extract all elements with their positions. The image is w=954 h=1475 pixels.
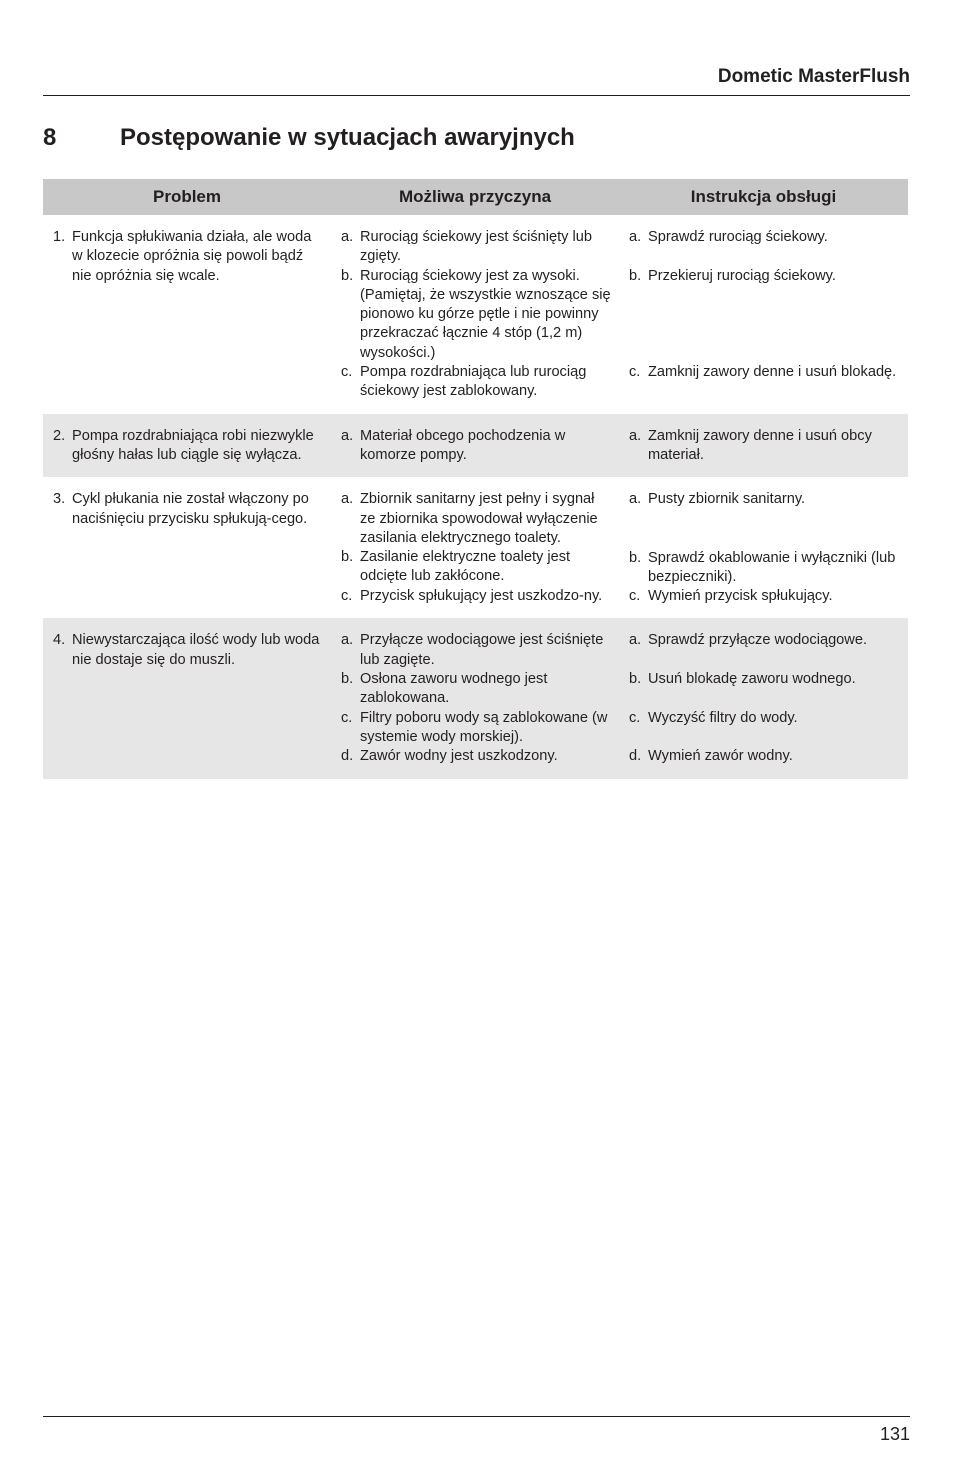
item-marker: 3. — [53, 491, 66, 508]
item-marker: a. — [629, 229, 642, 245]
table-header-row — [43, 179, 908, 215]
table-row — [43, 477, 908, 618]
instruction-item — [629, 670, 900, 689]
cause-item — [341, 747, 611, 766]
troubleshooting-table — [43, 179, 908, 779]
instruction-item — [629, 427, 900, 466]
table-row — [43, 215, 908, 414]
cause-item — [341, 631, 611, 670]
item-marker: c. — [341, 709, 353, 726]
item-marker: a. — [341, 491, 354, 508]
instruction-item — [629, 267, 900, 286]
instruction-item — [629, 228, 900, 247]
item-marker: c. — [629, 709, 641, 726]
item-text: Pompa rozdrabniająca lub rurociąg ściekowy jest zablokowany. — [360, 364, 587, 400]
problem-cell — [43, 477, 331, 618]
column-header-cause: Możliwa przyczyna — [331, 179, 619, 215]
cause-cell — [331, 477, 619, 618]
item-marker: d. — [341, 748, 354, 765]
section-number: 8 — [43, 124, 57, 151]
item-marker: a. — [629, 427, 642, 444]
problem-cell — [43, 215, 331, 414]
item-text: Osłona zaworu wodnego jest zablokowana. — [360, 671, 548, 707]
item-marker: 4. — [53, 632, 66, 649]
instruction-cell — [619, 414, 908, 478]
item-text: Zasilanie elektryczne toalety jest odcięte lub zakłócone. — [360, 549, 571, 585]
problem-item — [53, 427, 323, 466]
item-text: Sprawdź rurociąg ściekowy. — [648, 229, 828, 245]
column-header-problem: Problem — [43, 179, 331, 215]
item-marker: d. — [629, 748, 642, 765]
item-text: Zawór wodny jest uszkodzony. — [360, 748, 558, 765]
item-text: Wymień zawór wodny. — [648, 748, 793, 765]
header-divider — [43, 95, 910, 96]
cause-item — [341, 587, 611, 606]
cause-item — [341, 670, 611, 709]
section-title: Postępowanie w sytuacjach awaryjnych — [120, 124, 575, 151]
item-text: Przyłącze wodociągowe jest ściśnięte lub zagięte. — [360, 632, 604, 668]
item-marker: b. — [629, 267, 642, 284]
cause-item — [341, 363, 611, 402]
instruction-item — [629, 709, 900, 728]
item-text: Filtry poboru wody są zablokowane (w systemie wody morskiej). — [360, 709, 608, 745]
instruction-item — [629, 363, 900, 382]
item-marker: a. — [341, 632, 354, 649]
instruction-item — [629, 747, 900, 766]
table-body — [43, 215, 908, 779]
item-text: Wymień przycisk spłukujący. — [648, 588, 833, 605]
document-header-title: Dometic MasterFlush — [717, 66, 910, 87]
problem-item — [53, 631, 323, 670]
instruction-cell — [619, 618, 908, 778]
item-text: Przycisk spłukujący jest uszkodzo-ny. — [360, 587, 603, 604]
item-text: Sprawdź przyłącze wodociągowe. — [648, 632, 868, 649]
table-row — [43, 414, 908, 478]
item-text: Sprawdź okablowanie i wyłączniki (lub bezpieczniki). — [648, 549, 896, 585]
instruction-cell — [619, 477, 908, 618]
item-marker: b. — [341, 671, 354, 688]
item-text: Niewystarczająca ilość wody lub woda nie dostaje się do muszli. — [72, 632, 320, 668]
cause-item — [341, 490, 611, 548]
section-heading — [43, 124, 575, 152]
item-text: Funkcja spłukiwania działa, ale woda w klozecie opróżnia się powoli bądź nie opróżnia się wcale. — [72, 229, 312, 284]
cause-item — [341, 548, 611, 587]
cause-cell — [331, 618, 619, 778]
item-text: Pompa rozdrabniająca robi niezwykle głośny hałas lub ciągle się wyłącza. — [72, 427, 314, 463]
column-header-instruction: Instrukcja obsługi — [619, 179, 908, 215]
item-text: Rurociąg ściekowy jest za wysoki. (Pamiętaj, że wszystkie wznoszące się pionowo ku górze pętle i nie powinny przekraczać łącznie 4 stóp (1,2 m) wysokości.) — [360, 267, 611, 361]
problem-item — [53, 490, 323, 529]
item-text: Materiał obcego pochodzenia w komorze pompy. — [360, 427, 566, 463]
item-text: Wyczyść filtry do wody. — [648, 709, 798, 726]
item-marker: a. — [341, 427, 354, 444]
item-text: Rurociąg ściekowy jest ściśnięty lub zgięty. — [360, 229, 592, 265]
cause-item — [341, 427, 611, 466]
item-text: Przekieruj rurociąg ściekowy. — [648, 267, 836, 284]
item-marker: c. — [629, 364, 641, 381]
instruction-item — [629, 549, 900, 588]
item-text: Usuń blokadę zaworu wodnego. — [648, 671, 856, 688]
page-number: 131 — [879, 1424, 910, 1444]
item-text: Cykl płukania nie został włączony po naciśnięciu przycisku spłukują-cego. — [72, 491, 309, 527]
item-marker: c. — [629, 588, 641, 605]
item-marker: a. — [629, 491, 642, 508]
problem-cell — [43, 618, 331, 778]
item-marker: c. — [341, 587, 353, 604]
table-row — [43, 618, 908, 778]
cause-cell — [331, 414, 619, 478]
problem-item — [53, 228, 323, 286]
item-text: Zamknij zawory denne i usuń blokadę. — [648, 364, 897, 381]
item-text: Pusty zbiornik sanitarny. — [648, 491, 806, 508]
cause-item — [341, 267, 611, 363]
item-marker: 2. — [53, 427, 66, 444]
item-marker: b. — [629, 549, 642, 566]
instruction-item — [629, 631, 900, 650]
cause-item — [341, 709, 611, 748]
item-marker: b. — [629, 671, 642, 688]
item-marker: b. — [341, 267, 354, 284]
instruction-item — [629, 490, 900, 509]
problem-cell — [43, 414, 331, 478]
instruction-cell — [619, 215, 908, 414]
footer-divider — [43, 1416, 910, 1417]
item-marker: a. — [341, 229, 354, 245]
item-text: Zamknij zawory denne i usuń obcy materiał. — [648, 427, 872, 463]
item-marker: c. — [341, 364, 353, 381]
instruction-item — [629, 587, 900, 606]
item-marker: 1. — [53, 229, 66, 245]
item-text: Zbiornik sanitarny jest pełny i sygnał ze zbiornika spowodował wyłączenie zasilania elektrycznego toalety. — [360, 491, 598, 546]
cause-item — [341, 228, 611, 267]
cause-cell — [331, 215, 619, 414]
item-marker: b. — [341, 549, 354, 566]
item-marker: a. — [629, 632, 642, 649]
